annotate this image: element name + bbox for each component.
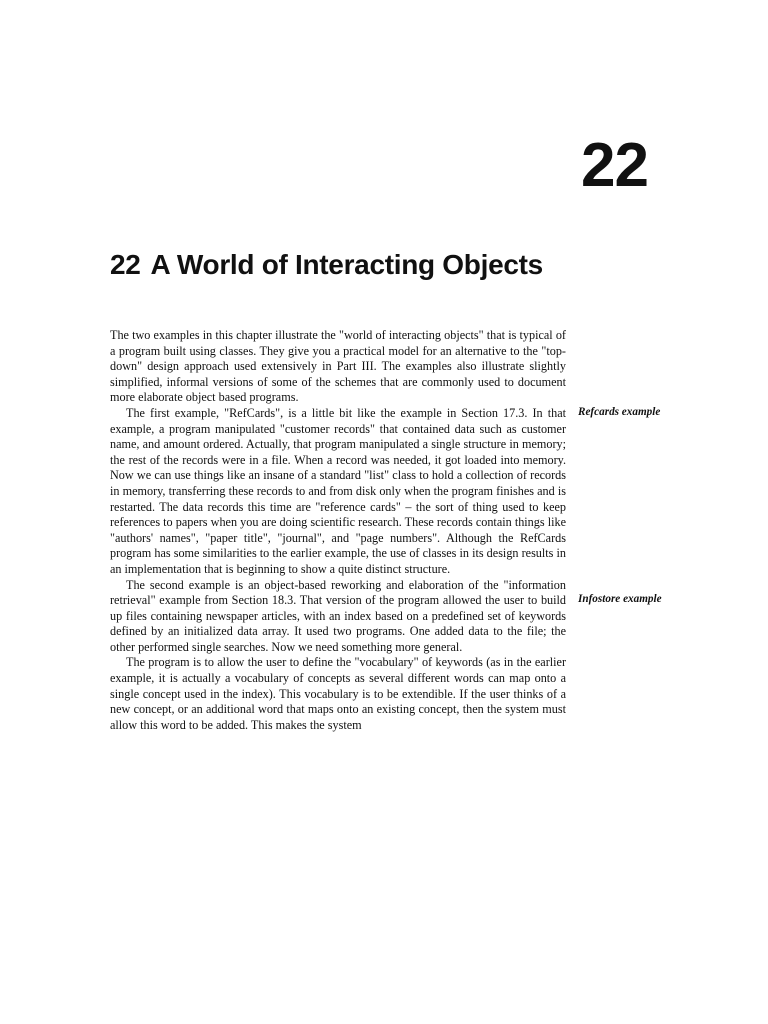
paragraph-vocabulary: The program is to allow the user to define the "vocabulary" of keywords (as in the earlier example, it is actually a vocabulary of concepts as several different words can map onto a single concept used in the index). This vocabulary is to be extendible. If the user thinks of a new concept, or an additional word that maps onto an existing concept, then the system must allow this word to be added. This makes the system [110, 655, 566, 732]
chapter-title-number: 22 [110, 249, 141, 280]
chapter-title [110, 248, 570, 281]
paragraph-infostore: The second example is an object-based reworking and elaboration of the "information retrieval" example from Section 18.3. That version of the program allowed the user to build up files containing newspaper articles, with an index based on a predefined set of keywords defined by an initialized data array. It used two programs. One added data to the file; the other performed single searches. Now we need something more general. [110, 577, 566, 654]
chapter-title-text: A World of Interacting Objects [150, 249, 543, 280]
margin-note-refcards: Refcards example [578, 406, 661, 418]
body-text [110, 328, 566, 733]
paragraph-refcards: The first example, "RefCards", is a little bit like the example in Section 17.3. In that example, a program manipulated "customer records" that contained data such as customer name, and amount ordered. Actually, that program manipulated a single structure in memory; the rest of the records were in a file. When a record was needed, it got loaded into memory. Now we can use things like an insane of a standard "list" class to hold a collection of records in memory, transferring these records to and from disk only when the program finishes and is restarted. The data records this time are "reference cards" – the sort of thing used to keep references to papers when you are doing scientific research. These records contain things like "authors' names", "paper title", "journal", and "page numbers". Although the RefCards program has some similarities to the earlier example, the use of classes in its design results in an implementation that is beginning to show a quite distinct structure. [110, 405, 566, 576]
paragraph-intro: The two examples in this chapter illustrate the "world of interacting objects" that is typical of a program built using classes. They give you a practical model for an alternative to the "top-down" design approach used extensively in Part III. The examples also illustrate slightly simplified, informal versions of some of the schemes that are commonly used to document more elaborate object based programs. [110, 328, 566, 405]
margin-note-infostore: Infostore example [578, 593, 662, 605]
chapter-number: 22 [581, 131, 648, 200]
